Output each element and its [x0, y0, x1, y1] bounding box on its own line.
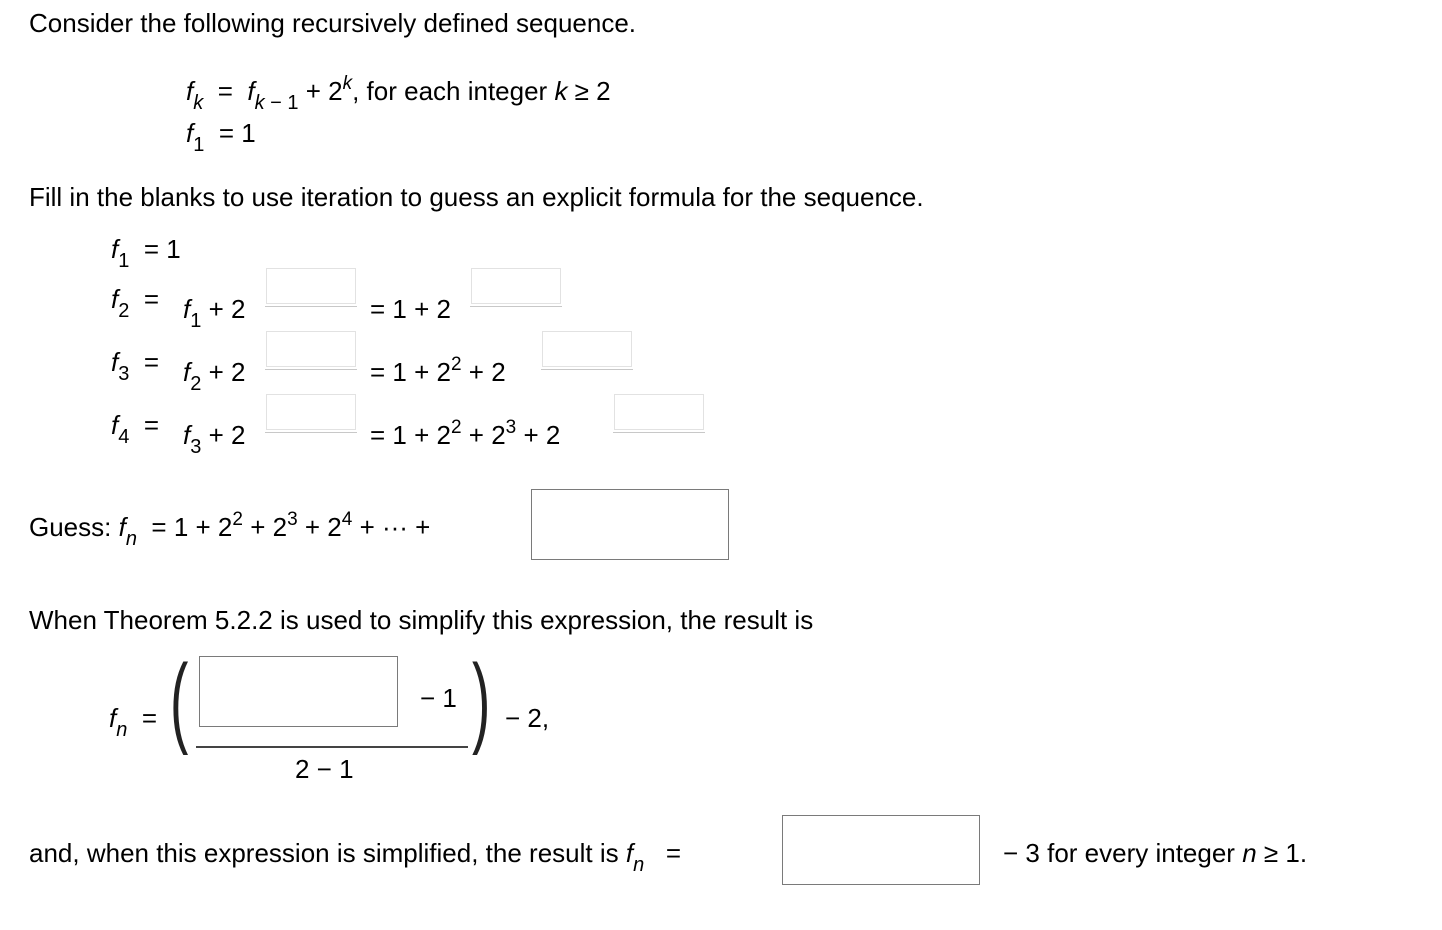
open-paren: ( [170, 644, 189, 756]
numerator-minus-one: − 1 [420, 683, 457, 713]
formula-lhs: $f_n$ = [109, 703, 157, 741]
definition-line-2: $f_1 = 1$ [186, 118, 256, 156]
final-formula-input[interactable] [782, 815, 980, 885]
row-3-exponent-blank[interactable] [266, 331, 356, 367]
iteration-row-2-mid: $f_1 + 2$ [183, 294, 246, 332]
row-3-rhs-exponent-blank[interactable] [542, 331, 632, 367]
iteration-row-3-rhs: = $1 + 2^2 + 2$ [370, 354, 506, 387]
iteration-row-4-lhs: $f_4$ = [111, 410, 159, 448]
iteration-row-1: $f_1 = 1$ [111, 234, 181, 272]
guess-last-term-input[interactable] [531, 489, 729, 560]
iteration-row-3-lhs: $f_3$ = [111, 347, 159, 385]
iteration-row-2-rhs: = 1 + 2 [370, 294, 451, 324]
theorem-text: When Theorem 5.2.2 is used to simplify this expression, the result is [29, 605, 814, 635]
numerator-power-input[interactable] [199, 656, 398, 727]
exponent-rule [265, 432, 357, 433]
definition-line-1: $f_k = f_{k - 1} + 2^k$, for each integer k ≥ 2 [186, 73, 611, 114]
close-paren: ) [472, 644, 491, 756]
final-tail: − 3 for every integer n ≥ 1. [1003, 838, 1308, 868]
iteration-row-3-mid: $f_2 + 2$ [183, 357, 246, 395]
iteration-row-4-rhs: = $1 + 2^2 + 2^3 + 2$ [370, 417, 561, 450]
exponent-rule [613, 432, 705, 433]
formula-tail: − 2, [505, 703, 550, 733]
final-text: and, when this expression is simplified, the result is $f_n$ = [29, 838, 682, 876]
row-4-exponent-blank[interactable] [266, 394, 356, 430]
exponent-rule [265, 369, 357, 370]
exponent-rule [265, 306, 357, 307]
row-2-rhs-exponent-blank[interactable] [471, 268, 561, 304]
fraction-bar [196, 746, 468, 748]
row-4-rhs-exponent-blank[interactable] [614, 394, 704, 430]
guess-formula: Guess: $f_n = 1 + 2^2 + 2^3 + 2^4$ + ··· + [29, 509, 431, 550]
row-2-exponent-blank[interactable] [266, 268, 356, 304]
iteration-row-2-lhs: $f_2$ = [111, 284, 159, 322]
iteration-row-4-mid: $f_3 + 2$ [183, 420, 246, 458]
intro-text: Consider the following recursively defined sequence. [29, 8, 637, 38]
fill-instruction: Fill in the blanks to use iteration to guess an explicit formula for the sequence. [29, 182, 924, 212]
exponent-rule [470, 306, 562, 307]
exponent-rule [541, 369, 633, 370]
denominator: 2 − 1 [295, 754, 354, 784]
